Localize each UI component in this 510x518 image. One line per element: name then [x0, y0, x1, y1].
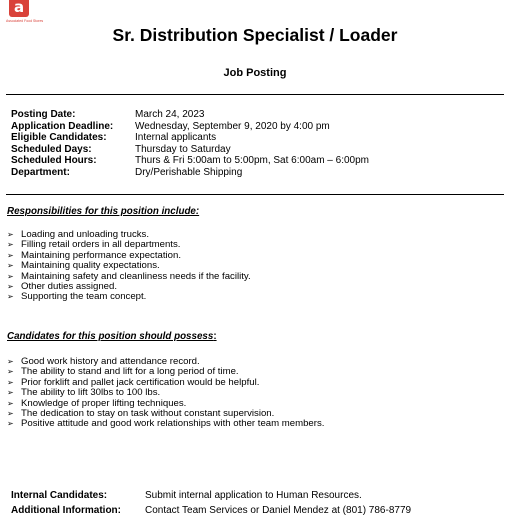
detail-row-deadline [11, 121, 369, 133]
page-subtitle: Job Posting [223, 67, 287, 79]
detail-value: Thurs & Fri 5:00am to 5:00pm, Sat 6:00am – 6:00pm [135, 155, 370, 166]
divider-top [6, 94, 504, 95]
list-item-text: Maintaining performance expectation. [21, 249, 181, 261]
list-item-text: Positive attitude and good work relationships with other team members. [21, 418, 325, 430]
detail-label: Scheduled Days: [11, 143, 92, 155]
candidates-list [7, 357, 324, 430]
list-item-text: The ability to lift 30lbs to 100 lbs. [21, 387, 161, 399]
arrow-bullet-icon: ➢ [7, 398, 14, 408]
footer-value: Contact Team Services or Daniel Mendez at (801) 786-8779 [145, 505, 412, 516]
logo-text: Associated Food Stores [6, 19, 44, 23]
footer-label: Additional Information: [11, 505, 121, 516]
detail-value: Internal applicants [135, 132, 217, 143]
list-item-text: Good work history and attendance record. [21, 356, 200, 367]
list-item-text: The ability to stand and lift for a long period of time. [21, 366, 239, 378]
detail-label: Posting Date: [11, 109, 76, 120]
responsibilities-heading: Responsibilities for this position include: [7, 206, 200, 217]
detail-row-hours [11, 155, 369, 167]
list-item-text: Knowledge of proper lifting techniques. [21, 397, 187, 409]
logo-mark: a [9, 0, 29, 17]
candidates-heading-colon: : [213, 331, 217, 342]
list-item [7, 292, 251, 302]
list-item [7, 419, 324, 429]
list-item-text: Maintaining safety and cleanliness needs if the facility. [21, 270, 251, 282]
detail-row-department [11, 167, 369, 179]
arrow-bullet-icon: ➢ [7, 292, 14, 302]
arrow-bullet-icon: ➢ [7, 230, 14, 239]
detail-label: Application Deadline: [11, 120, 114, 132]
arrow-bullet-icon: ➢ [7, 240, 14, 250]
arrow-bullet-icon: ➢ [7, 419, 14, 429]
list-item-text: The dedication to stay on task without constant supervision. [21, 408, 275, 420]
footer-value: Submit internal application to Human Resources. [145, 490, 362, 501]
page-title: Sr. Distribution Specialist / Loader [112, 25, 398, 45]
posting-details [11, 109, 369, 178]
detail-value: Dry/Perishable Shipping [135, 166, 243, 178]
detail-row-days [11, 144, 369, 156]
footer-row-internal [11, 488, 411, 503]
arrow-bullet-icon: ➢ [7, 271, 14, 281]
responsibilities-list [7, 230, 251, 303]
arrow-bullet-icon: ➢ [7, 282, 14, 292]
list-item-text: Other duties assigned. [21, 281, 117, 293]
detail-value: March 24, 2023 [135, 109, 205, 120]
footer-row-additional [11, 503, 411, 518]
arrow-bullet-icon: ➢ [7, 377, 14, 387]
list-item-text: Maintaining quality expectations. [21, 260, 160, 272]
detail-label: Eligible Candidates: [11, 132, 107, 143]
detail-label: Department: [11, 166, 70, 178]
candidates-heading-text: Candidates for this position should possess [7, 331, 214, 342]
list-item-text: Filling retail orders in all departments. [21, 239, 181, 251]
footer-label: Internal Candidates: [11, 490, 108, 501]
arrow-bullet-icon: ➢ [7, 409, 14, 419]
detail-value: Thursday to Saturday [135, 143, 231, 155]
arrow-bullet-icon: ➢ [7, 261, 14, 271]
detail-row-eligible [11, 132, 369, 144]
candidates-heading [7, 331, 217, 343]
arrow-bullet-icon: ➢ [7, 367, 14, 377]
application-info [11, 488, 411, 518]
divider-middle [6, 194, 504, 195]
detail-label: Scheduled Hours: [11, 155, 97, 166]
arrow-bullet-icon: ➢ [7, 388, 14, 398]
list-item-text: Supporting the team concept. [21, 291, 147, 303]
arrow-bullet-icon: ➢ [7, 357, 14, 366]
list-item-text: Loading and unloading trucks. [21, 229, 150, 240]
list-item-text: Prior forklift and pallet jack certification would be helpful. [21, 376, 260, 388]
arrow-bullet-icon: ➢ [7, 250, 14, 260]
detail-value: Wednesday, September 9, 2020 by 4:00 pm [135, 120, 330, 132]
detail-row-posting-date [11, 109, 369, 121]
